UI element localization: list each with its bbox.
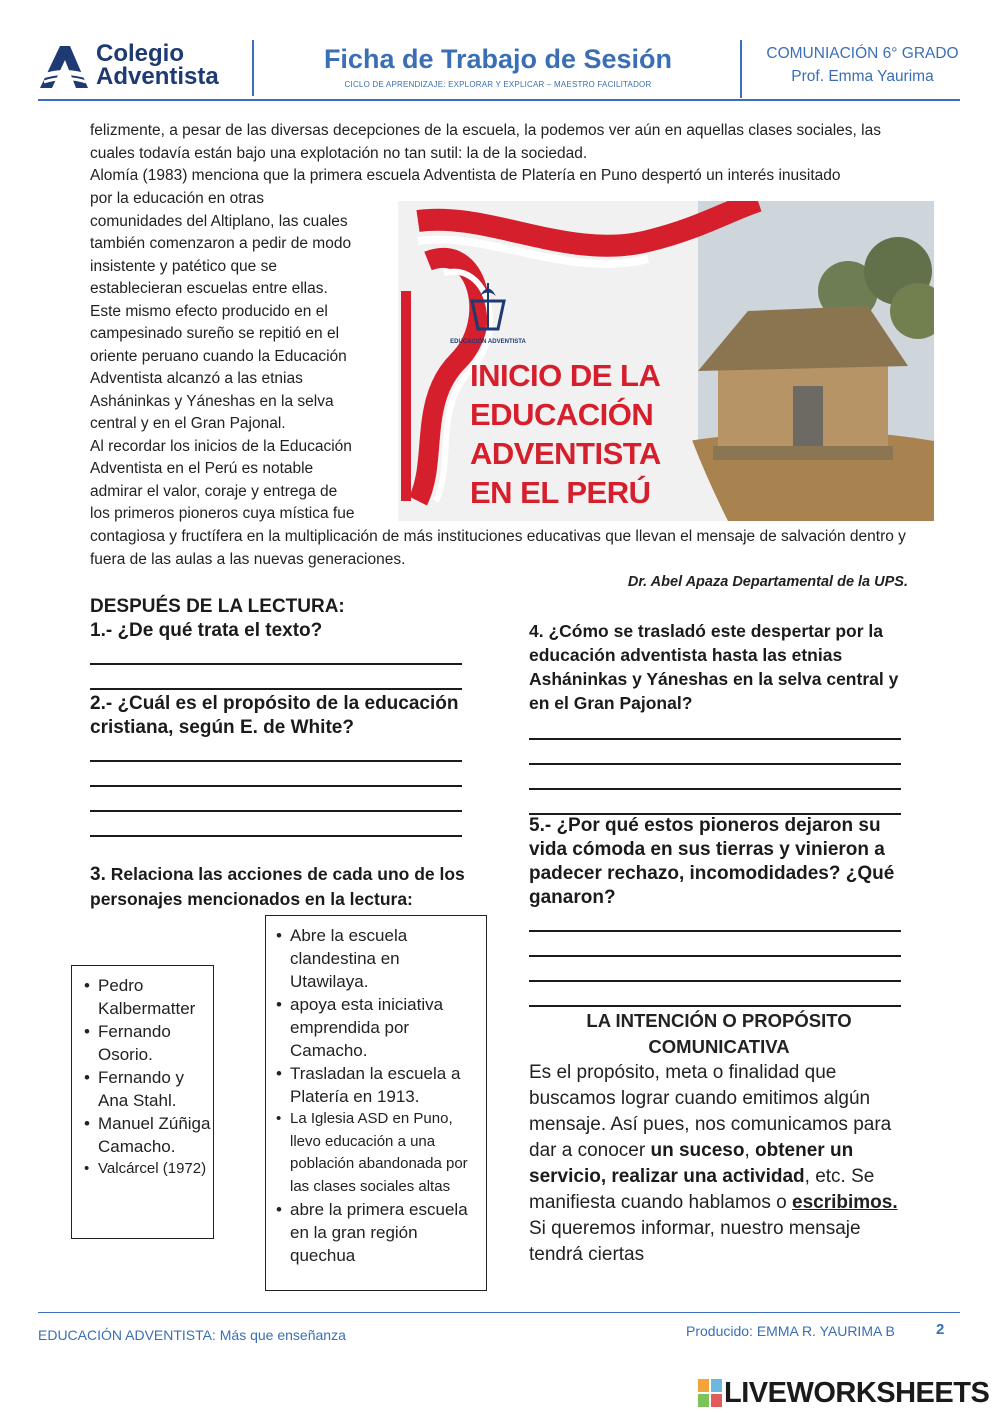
liveworksheets-logo-icon: [698, 1379, 722, 1407]
subject-grade: COMUNIACIÓN 6° GRADO: [766, 45, 959, 62]
answer-line[interactable]: [90, 688, 462, 690]
school-logo: [38, 40, 253, 100]
reading-column: [90, 188, 390, 526]
reading-line: admirar el valor, coraje y entrega de: [90, 482, 338, 500]
character-item[interactable]: • Pedro Kalbermatter: [84, 974, 213, 1020]
reading-line: insistente y patético que se: [90, 257, 277, 275]
banner-title-line: EDUCACIÓN: [470, 397, 654, 432]
character-item[interactable]: • Fernando y Ana Stahl.: [84, 1066, 213, 1112]
banner-title-line: EN EL PERÚ: [470, 475, 651, 510]
teacher-name: Prof. Emma Yaurima: [791, 68, 934, 85]
banner-title-line: ADVENTISTA: [470, 436, 661, 471]
footer-producer: Producido: EMMA R. YAURIMA B: [686, 1323, 895, 1339]
reading-line: también comenzaron a pedir de modo: [90, 235, 352, 252]
reading-line: Al recordar los inicios de la Educación: [90, 437, 352, 455]
reading-line: campesinado sureño se repitió en el: [90, 325, 340, 342]
reading-line: comunidades del Altiplano, las cuales: [90, 212, 348, 230]
reading-line: Adventista alcanzó a las etnias: [90, 370, 303, 387]
banner-image: [398, 201, 934, 521]
question-5: [529, 814, 909, 1007]
reading-text-top: [90, 120, 930, 188]
header-rule: [38, 99, 960, 101]
adventist-logo-icon: [38, 44, 90, 92]
action-item[interactable]: • abre la primera escuela en la gran región quechua: [276, 1198, 480, 1267]
page-title: Ficha de Trabajo de Sesión: [323, 44, 673, 74]
reading-line: por la educación en otras: [90, 190, 265, 207]
question-2-text: 2.- ¿Cuál es el propósito de la educación cristiana, según E. de White?: [90, 693, 459, 738]
answer-line[interactable]: [529, 763, 901, 765]
question-1: [90, 619, 510, 690]
intention-title: LA INTENCIÓN O PROPÓSITO COMUNICATIVA: [586, 1010, 852, 1057]
reading-paragraph: Alomía (1983) menciona que la primera escuela Adventista de Platería en Puno despertó un interés inusitado: [90, 167, 841, 184]
intention-body: [529, 1060, 914, 1268]
answer-line[interactable]: [90, 785, 462, 787]
answer-line[interactable]: [529, 980, 901, 982]
banner-title-line: INICIO DE LA: [470, 358, 661, 393]
answer-line[interactable]: [529, 955, 901, 957]
reading-line: oriente peruano cuando la Educación: [90, 347, 347, 365]
answer-line[interactable]: [90, 760, 462, 762]
logo-line-1: Colegio: [96, 40, 184, 67]
characters-box: [71, 965, 214, 1239]
header-divider: [740, 40, 742, 98]
answer-line[interactable]: [529, 738, 901, 740]
liveworksheets-watermark: [698, 1378, 998, 1408]
action-item[interactable]: • Abre la escuela clandestina en Utawilaya.: [276, 924, 480, 993]
character-item[interactable]: • Valcárcel (1972): [84, 1158, 213, 1181]
question-5-text: 5.- ¿Por qué estos pioneros dejaron su vida cómoda en sus tierras y vinieron a padecer rechazo, incomodidades? ¿Qué ganaron?: [529, 815, 895, 908]
reading-line: Este mismo efecto producido en el: [90, 302, 328, 320]
answer-line[interactable]: [529, 930, 901, 932]
reading-line: los primeros pioneros cuya mística fue: [90, 505, 355, 522]
action-item[interactable]: • Trasladan la escuela a Platería en 1913.: [276, 1062, 480, 1108]
question-3-text: Relaciona las acciones de cada uno de los personajes mencionados en la lectura:: [90, 864, 465, 909]
reading-line: establecieran escuelas entre ellas.: [90, 280, 328, 297]
answer-line[interactable]: [529, 1005, 901, 1007]
banner-logo-caption: EDUCACIÓN ADVENTISTA: [450, 339, 526, 345]
intention-bold: obtener un servicio, realizar una actividad: [529, 1140, 854, 1187]
reading-paragraph: felizmente, a pesar de las diversas decepciones de la escuela, la podemos ver aún en aquellas clases sociales, las cuales todavía están bajo una explotación no tan sutil: la de la sociedad.: [90, 122, 881, 162]
footer-motto: EDUCACIÓN ADVENTISTA: Más que enseñanza: [38, 1327, 346, 1343]
author-credit: Dr. Abel Apaza Departamental de la UPS.: [627, 574, 908, 590]
intention-text: Si queremos informar, nuestro mensaje tendrá ciertas: [529, 1218, 861, 1265]
action-item[interactable]: • La Iglesia ASD en Puno, llevo educación a una población abandonada por las clases sociales altas: [276, 1108, 480, 1198]
banner-title: [470, 356, 661, 512]
header-divider: [252, 40, 254, 96]
intention-text: , etc. Se manifiesta cuando hablamos o: [529, 1166, 875, 1213]
reading-line: Asháninkas y Yáneshas en la selva: [90, 392, 334, 410]
intention-underlined: escribimos.: [792, 1192, 898, 1213]
intention-text: Es el propósito, meta o finalidad que buscamos lograr cuando emitimos algún mensaje. Así pues, nos comunicamos para dar a conocer: [529, 1062, 892, 1161]
section-heading: DESPUÉS DE LA LECTURA:: [90, 596, 345, 617]
page-number: 2: [936, 1321, 945, 1338]
logo-line-2: Adventista: [96, 63, 219, 90]
watermark-text: LIVEWORKSHEETS: [724, 1377, 990, 1409]
reading-paragraph-end: contagiosa y fructífera en la multiplicación de más instituciones educativas que llevan el mensaje de salvación dentro y fuera de las aulas a las nuevas generaciones.: [90, 528, 906, 568]
question-4: [529, 619, 909, 815]
reading-line: Adventista en el Perú es notable: [90, 460, 314, 477]
answer-line[interactable]: [90, 663, 462, 665]
page-subtitle: CICLO DE APRENDIZAJE: EXPLORAR Y EXPLICAR – MAESTRO FACILITADOR: [344, 80, 652, 89]
question-3: [90, 862, 475, 911]
question-1-text: 1.- ¿De qué trata el texto?: [90, 620, 323, 641]
question-4-text: 4. ¿Cómo se trasladó este despertar por la educación adventista hasta las etnias Asháninkas y Yáneshas en la selva central y en el Gran Pajonal?: [529, 621, 899, 713]
actions-box: [265, 915, 487, 1291]
answer-line[interactable]: [529, 788, 901, 790]
footer-rule: [38, 1312, 960, 1313]
character-item[interactable]: • Manuel Zúñiga Camacho.: [84, 1112, 213, 1158]
question-3-number: 3.: [90, 864, 106, 885]
action-item[interactable]: • apoya esta iniciativa emprendida por Camacho.: [276, 993, 480, 1062]
answer-line[interactable]: [90, 810, 462, 812]
reading-line: central y en el Gran Pajonal.: [90, 415, 286, 432]
question-2: [90, 692, 470, 837]
subject-info: [745, 42, 980, 88]
intention-text: ,: [744, 1140, 756, 1161]
intention-bold: un suceso: [650, 1140, 745, 1161]
answer-line[interactable]: [90, 835, 462, 837]
character-item[interactable]: • Fernando Osorio.: [84, 1020, 213, 1066]
